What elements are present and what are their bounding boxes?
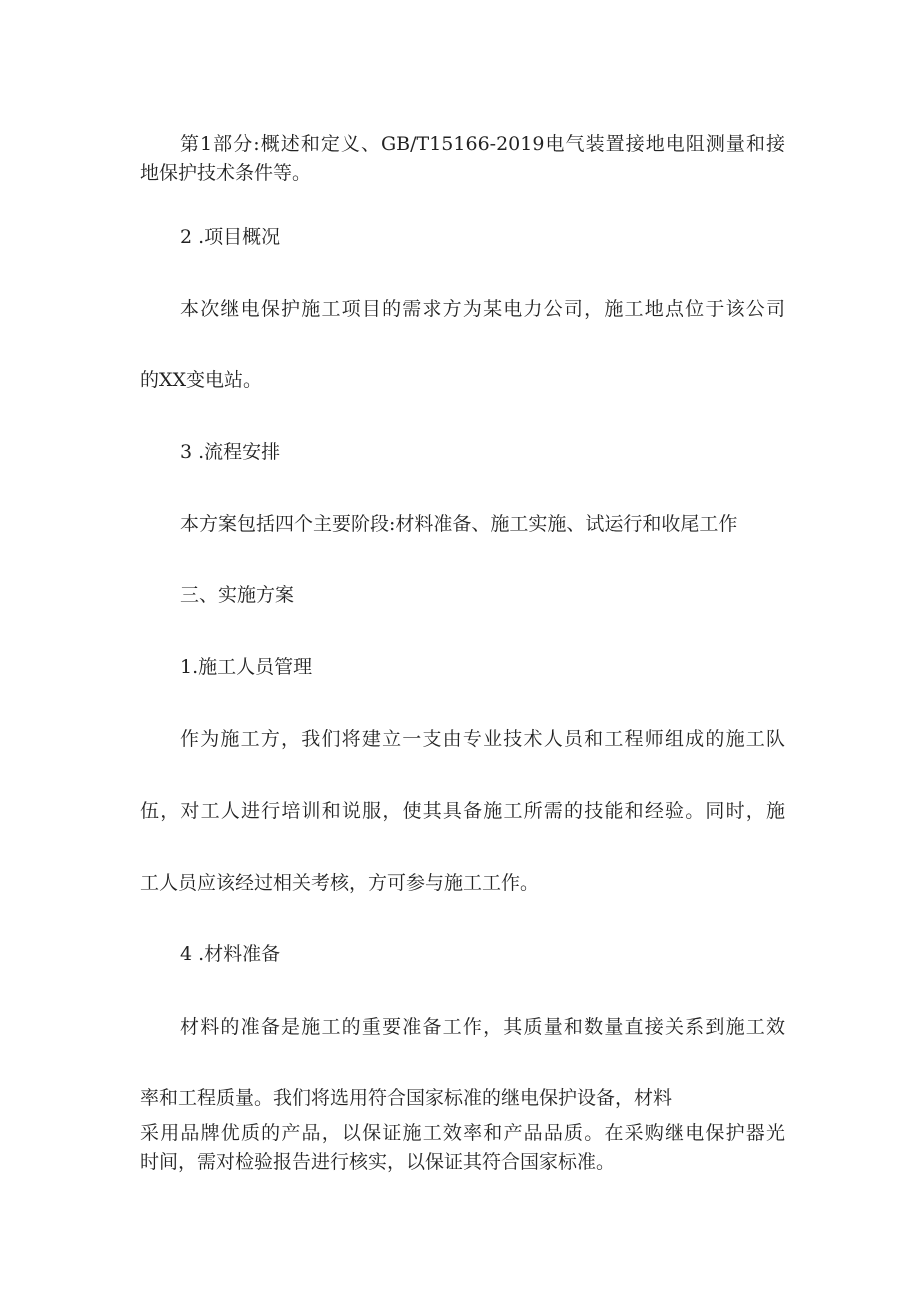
section-heading: 4 .材料准备 bbox=[180, 943, 281, 965]
paragraph-line: 本次继电保护施工项目的需求方为某电力公司，施工地点位于该公司 bbox=[180, 298, 785, 320]
paragraph-line: 率和工程质量。我们将选用符合国家标准的继电保护设备，材料 bbox=[140, 1087, 673, 1109]
paragraph-line: 材料的准备是施工的重要准备工作，其质量和数量直接关系到施工效 bbox=[180, 1016, 785, 1038]
section-heading: 1.施工人员管理 bbox=[180, 656, 313, 678]
paragraph-line: 时间，需对检验报告进行核实，以保证其符合国家标准。 bbox=[140, 1151, 616, 1173]
paragraph-line: 伍，对工人进行培训和说服，使其具备施工所需的技能和经验。同时，施 bbox=[140, 800, 785, 822]
section-heading: 3 .流程安排 bbox=[180, 441, 281, 463]
paragraph-line: 第1部分:概述和定义、GB/T15166-2019电气装置接地电阻测量和接 bbox=[180, 133, 785, 155]
section-heading: 三、实施方案 bbox=[180, 584, 295, 606]
paragraph-line: 工人员应该经过相关考核，方可参与施工工作。 bbox=[140, 872, 540, 894]
paragraph-line: 的XX变电站。 bbox=[140, 369, 263, 391]
paragraph-line: 采用品牌优质的产品，以保证施工效率和产品品质。在采购继电保护器光 bbox=[140, 1122, 785, 1144]
paragraph-line: 作为施工方，我们将建立一支由专业技术人员和工程师组成的施工队 bbox=[180, 728, 785, 750]
section-heading: 2 .项目概况 bbox=[180, 226, 281, 248]
paragraph-line: 本方案包括四个主要阶段:材料准备、施工实施、试运行和收尾工作 bbox=[180, 513, 738, 535]
paragraph-line: 地保护技术条件等。 bbox=[140, 162, 312, 184]
